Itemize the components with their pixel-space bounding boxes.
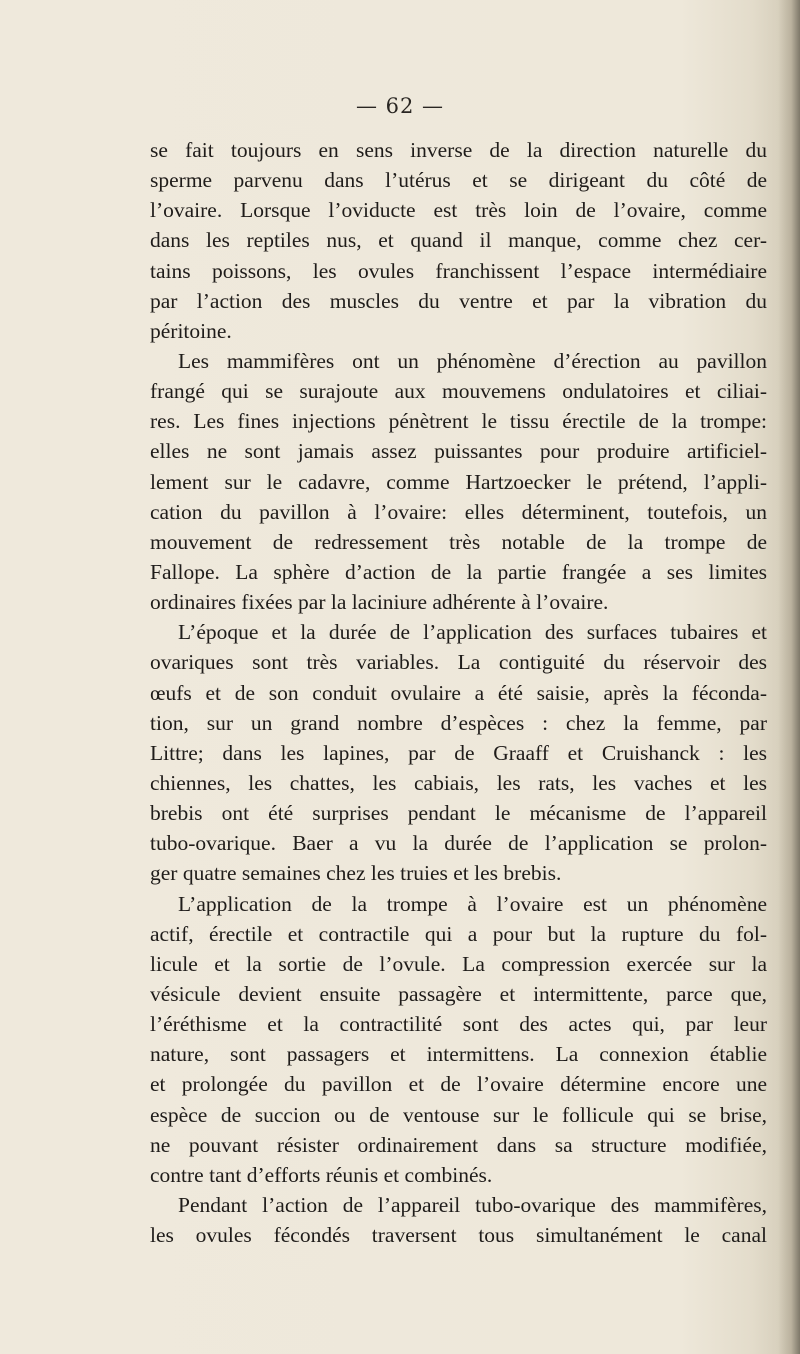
- text-line: l’éréthisme et la contractilité sont des actes qui, par leur: [150, 1012, 767, 1037]
- text-line: Littre; dans les lapines, par de Graaff et Cruishanck : les: [150, 740, 767, 765]
- page-edge-shadow: [778, 0, 800, 1354]
- text-line: L’application de la trompe à l’ovaire est un phénomène: [178, 891, 767, 916]
- text-line: et prolongée du pavillon et de l’ovaire détermine encore une: [150, 1072, 767, 1097]
- text-line: ordinaires fixées par la laciniure adhérente à l’ovaire.: [150, 590, 609, 615]
- page-number: — 62 —: [355, 94, 445, 118]
- text-line: chiennes, les chattes, les cabiais, les rats, les vaches et les: [150, 770, 767, 795]
- text-line: brebis ont été surprises pendant le mécanisme de l’appareil: [150, 801, 767, 826]
- text-line: œufs et de son conduit ovulaire a été saisie, après la féconda-: [150, 680, 767, 705]
- text-line: cation du pavillon à l’ovaire: elles déterminent, toutefois, un: [150, 499, 767, 524]
- text-line: ovariques sont très variables. La contiguité du réservoir des: [150, 650, 767, 675]
- text-line: par l’action des muscles du ventre et par la vibration du: [150, 288, 767, 313]
- text-line: tains poissons, les ovules franchissent l’espace intermédiaire: [150, 258, 767, 283]
- text-line: res. Les fines injections pénètrent le tissu érectile de la trompe:: [150, 409, 767, 434]
- text-line: l’ovaire. Lorsque l’oviducte est très loin de l’ovaire, comme: [150, 198, 767, 223]
- text-line: se fait toujours en sens inverse de la direction naturelle du: [150, 138, 767, 162]
- text-line: licule et la sortie de l’ovule. La compression exercée sur la: [150, 951, 767, 976]
- text-line: espèce de succion ou de ventouse sur le follicule qui se brise,: [150, 1102, 767, 1127]
- text-line: frangé qui se surajoute aux mouvemens ondulatoires et ciliai-: [150, 379, 767, 404]
- text-line: tion, sur un grand nombre d’espèces : chez la femme, par: [150, 710, 767, 735]
- text-line: ne pouvant résister ordinairement dans sa structure modifiée,: [150, 1132, 767, 1157]
- text-line: Pendant l’action de l’appareil tubo-ovarique des mammifères,: [178, 1192, 767, 1217]
- text-line: sperme parvenu dans l’utérus et se dirigeant du côté de: [150, 168, 767, 193]
- text-line: ger quatre semaines chez les truies et les brebis.: [150, 861, 562, 886]
- text-line: vésicule devient ensuite passagère et intermittente, parce que,: [150, 981, 767, 1006]
- text-line: Fallope. La sphère d’action de la partie frangée a ses limites: [150, 559, 767, 584]
- text-line: péritoine.: [150, 318, 232, 343]
- text-line: elles ne sont jamais assez puissantes pour produire artificiel-: [150, 439, 767, 464]
- text-line: lement sur le cadavre, comme Hartzoecker le prétend, l’appli-: [150, 469, 767, 494]
- body-text: [150, 135, 767, 1250]
- text-line: mouvement de redressement très notable de la trompe de: [150, 529, 767, 554]
- text-line: actif, érectile et contractile qui a pour but la rupture du fol-: [150, 921, 767, 946]
- text-line: contre tant d’efforts réunis et combinés.: [150, 1162, 493, 1187]
- text-line: dans les reptiles nus, et quand il manque, comme chez cer-: [150, 228, 767, 253]
- text-line: Les mammifères ont un phénomène d’érection au pavillon: [178, 348, 767, 373]
- text-line: tubo-ovarique. Baer a vu la durée de l’application se prolon-: [150, 831, 767, 856]
- text-line: nature, sont passagers et intermittens. La connexion établie: [150, 1042, 767, 1067]
- text-line: L’époque et la durée de l’application des surfaces tubaires et: [178, 620, 767, 645]
- text-line: les ovules fécondés traversent tous simultanément le canal: [150, 1223, 767, 1248]
